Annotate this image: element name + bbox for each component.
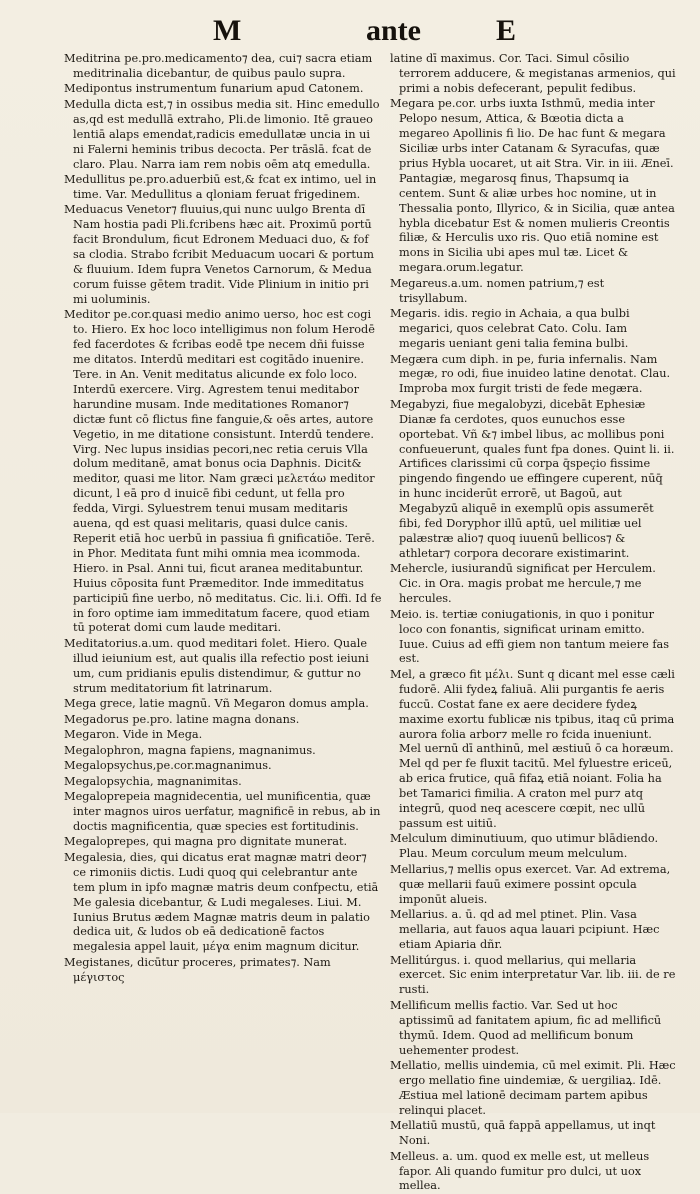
dictionary-entry: Megaris. idis. regio in Achaia, a qua bulbi megarici, quos celebrat Cato. Colu. Iam megaris ueniant geni talia femina bulbi. xyxy=(390,307,630,350)
dictionary-entry: Melleus. a. um. quod ex melle est, ut melleus fapor. Ali quando fumitur pro dulci, ut uox mellea. xyxy=(390,1149,650,1193)
dictionary-entry: Mega grece, latie magnū. Vñ Megaron domus ampla. xyxy=(64,697,369,711)
dictionary-entry: Melculum diminutiuum, quo utimur blādiendo. Plau. Meum corculum meum melculum. xyxy=(390,832,659,861)
dictionary-entry: Medullitus pe.pro.aduerbiū est,& fcat ex intimo, uel in time. Var. Medullitus a qloniam feruat frigedinem. xyxy=(64,173,377,201)
dictionary-entry: latine dī maximus. Cor. Taci. Simul cōsilio terrorem adducere, & megistanas armenios, qui primi a nobis defecerant, pepulit fedibus. xyxy=(390,52,676,95)
dictionary-entry: Mellarius,⁊ mellis opus exercet. Var. Ad extrema, quæ mellarii fauū eximere possint opcula imponūt alueis. xyxy=(390,862,671,906)
dictionary-entry: Megalopsychia, magnanimitas. xyxy=(64,774,242,788)
left-text-column xyxy=(64,52,382,1102)
dictionary-entry: Medulla dicta est,⁊ in ossibus media sit. Hinc emedullo as,qd est medullā extraho, Pli.de limonio. Itē graueo lentiā alaps emendat,radicis emedullatæ uncia in ui ni Falerni heminis tribus decocta. Per trāslā. fcat de claro. Plau. Narra iam rem nobis oēm atq emedulla. xyxy=(64,97,380,171)
right-text-column xyxy=(390,52,676,1193)
dictionary-entry: Meditrina pe.pro.medicamento⁊ dea, cui⁊ sacra etiam meditrinalia dicebantur, de quibus paulo supra. xyxy=(64,52,373,80)
dictionary-entry: Megabyzi, fiue megalobyzi, dicebāt Ephesiæ Dianæ fa cerdotes, quos eunuchos esse oportebat. Vñ &⁊ imbel libus, ac mollibus poni confueuerunt, quales funt fpa dones. Quint li. ii. Artifices clarissimi cū corpa q̄speçio fissime pingendo fingendo ue effingere cuperent, nūq̄ in hunc inciderūt errorē, ut Bagoū, aut Megabyzū aliquē in exemplū opis assumerēt fibi, fed Doryphor illū aptū, uel militiæ uel palæstræ alio⁊ quoq iuuenū bellicos⁊ & athletar⁊ corpora decorare existimarint. xyxy=(390,397,675,560)
running-header xyxy=(0,14,700,48)
dictionary-entry: Meditor pe.cor.quasi medio animo uerso, hoc est cogi to. Hiero. Ex hoc loco intelligimus non folum Herodē fed facerdotes & fcribas eodē tpe necem dñi fuisse me ditatos. Interdū meditari est cogitādo inuenire. Tere. in An. Venit meditatus alicunde ex folo loco. Interdū exercere. Virg. Agrestem tenui meditabor harundine musam. Inde meditationes Romanor⁊ dictæ funt cō flictus fine fanguie,& oēs artes, autore Vegetio, in me ditatione consistunt. Interdū tendere. Virg. Nec lupus insidias pecori,nec retia ceruis Vlla dolum meditanē, amat bonus ocia Daphnis. Dicit& meditor, quasi me litor. Nam græci μελετάω meditor dicunt, l eā pro d inuicē fibi cedunt, ut fella pro fedda, Virgi. Syluestrem tenui musam meditaris auena, qd est quasi melitaris, quasi dulce canis. Reperit etiā hoc uerbū in passiua fi gnificatiōe. Terē. in Phor. Meditata funt mihi omnia mea icommoda. Hiero. in Psal. Anni tui, ficut aranea meditabuntur. Huius cōposita funt Præmeditor. Inde immeditatus participiū fine uerbo, nō meditatus. Cic. li.i. Offi. Id fe in foro optime iam immeditatum facere, quod etiam tū poterat domi cum laude meditari. xyxy=(64,308,382,635)
dictionary-entry: Mellarius. a. ū. qd ad mel ptinet. Plin. Vasa mellaria, aut fauos aqua lauari pcipiunt. Hæc etiam Apiaria dñr. xyxy=(390,908,660,951)
header-center-word: ante xyxy=(366,14,421,47)
dictionary-entry: Mellificum mellis factio. Var. Sed ut hoc aptissimū ad fanitatem apium, fic ad mellificū thymū. Idem. Quod ad mellificum bonum uehementer prodest. xyxy=(390,998,662,1057)
dictionary-entry: Mel, a græco fit μέλι. Sunt q dicant mel esse cæli fudorē. Alii fydeꝝ faliuā. Alii purgantis fe aeris fuccū. Costat fane ex aere decidere fydeꝝ maxime exortu fublicæ nis tpibus, itaq cū prima aurora folia arbor⁊ melle ro fcida inueniunt. Mel uernū dī anthinū, mel æstiuū ō ca horæum. Mel qd per fe fluxit tacitū. Mel fyluestre ericeū, ab erica frutice, quā fifaꝝ etiā noiant. Folia ha bet Tamarici fimilia. A craton mel pur⁊ atq integrū, quod neq acescere cœpit, nec ullū passum est uitiū. xyxy=(390,667,675,830)
dictionary-entry: Megara pe.cor. urbs iuxta Isthmū, media inter Pelopo nesum, Attica, & Bœotia dicta a megareo Apollinis fi lio. De hac funt & megara Siciliæ urbs inter Catanam & Syracufas, quæ prius Hybla uocaret, ut ait Stra. Vir. in iii. Æneī. Pantagiæ, megarosq finus, Thapsumq ia centem. Sunt & aliæ urbes hoc nomine, ut in Thessalia ponto, Illyrico, & in Sicilia, quæ antea hybla dicebatur Est & nomen mulieris Creontis filiæ, & Herculis uxo ris. Quo etiā nomine est mons in Sicilia ubi apes mul tæ. Licet & megara.orum.legatur. xyxy=(390,97,675,275)
dictionary-entry: Megaron. Vide in Mega. xyxy=(64,728,203,742)
dictionary-entry: Meditatorius.a.um. quod meditari folet. Hiero. Quale illud ieiunium est, aut qualis illa refectio post ieiuni um, cum pridianis epulis distendimur, & guttur no strum meditatorium fit latrinarum. xyxy=(64,636,369,695)
dictionary-entry: Megalesia, dies, qui dicatus erat magnæ matri deor⁊ ce rimoniis dictis. Ludi quoq qui celebrantur ante tem plum in ipfo magnæ matris deum confpectu, etiā Me galesia dicebantur, & Ludi megaleses. Liui. M. Iunius Brutus ædem Magnæ matris deum in palatio dedica uit, & ludos ob eā dedicationē factos megalesia appel lauit, μέγα enim magnum dicitur. xyxy=(64,850,379,954)
dictionary-entry: Meio. is. tertiæ coniugationis, in quo i ponitur loco con fonantis, significat urinam emitto. Iuue. Cuius ad effi giem non tantum meiere fas est. xyxy=(390,607,670,666)
dictionary-entry: Megadorus pe.pro. latine magna donans. xyxy=(64,712,300,726)
dictionary-entry: Megalopsychus,pe.cor.magnanimus. xyxy=(64,759,272,773)
dictionary-entry: Mellitúrgus. i. quod mellarius, qui mellaria exercet. Sic enim interpretatur Var. lib. iii. de re rusti. xyxy=(390,953,676,997)
dictionary-entry: Megalophron, magna fapiens, magnanimus. xyxy=(64,743,316,757)
dictionary-entry: Mehercle, iusiurandū significat per Herculem. Cic. in Ora. magis probat me hercule,⁊ me hercules. xyxy=(390,562,656,606)
dictionary-entry: Meduacus Venetor⁊ fluuius,qui nunc uulgo Brenta dī Nam hostia padi Pli.fcribens hæc ait. Proximū portū facit Brondulum, ficut Edronem Meduaci duo, & fof sa clodia. Strabo fcribit Meduacum uocari & portum & fluuium. Idem fupra Venetos Carnorum, & Medua corum fuisse gētem tradit. Vide Plinium in initio pri mi uoluminis. xyxy=(64,203,374,306)
header-right-letter: E xyxy=(496,14,517,47)
dictionary-entry: Megæra cum diph. in pe, furia infernalis. Nam megæ, ro odi, fiue inuideo latine denotat. Clau. Improba mox furgit tristi de fede megæra. xyxy=(390,352,671,396)
dictionary-entry: Medipontus instrumentum funarium apud Catonem. xyxy=(64,82,364,96)
dictionary-entry: Mellatiū mustū, quā fappā appellamus, ut inqt Noni. xyxy=(390,1119,656,1148)
dictionary-entry: Mellatio, mellis uindemia, cū mel eximit. Pli. Hæc ergo mellatio fine uindemiæ, & uergiliaꝝ. Idē. Æstiua mel lationē decimam partem apibus relinqui placet. xyxy=(390,1059,676,1117)
header-left-letter: M xyxy=(213,14,242,47)
dictionary-entry: Megaloprepes, qui magna pro dignitate munerat. xyxy=(64,835,348,849)
dictionary-entry: Megistanes, dicūtur proceres, primates⁊. Nam μέγιστος xyxy=(64,955,331,984)
dictionary-entry: Megaloprepeia magnidecentia, uel munificentia, quæ inter magnos uiros uerfatur, magnificē in rebus, ab in doctis magnificentia, quæ species est fortitudinis. xyxy=(64,790,381,833)
dictionary-entry: Megareus.a.um. nomen patrium,⁊ est trisyllabum. xyxy=(390,276,605,305)
